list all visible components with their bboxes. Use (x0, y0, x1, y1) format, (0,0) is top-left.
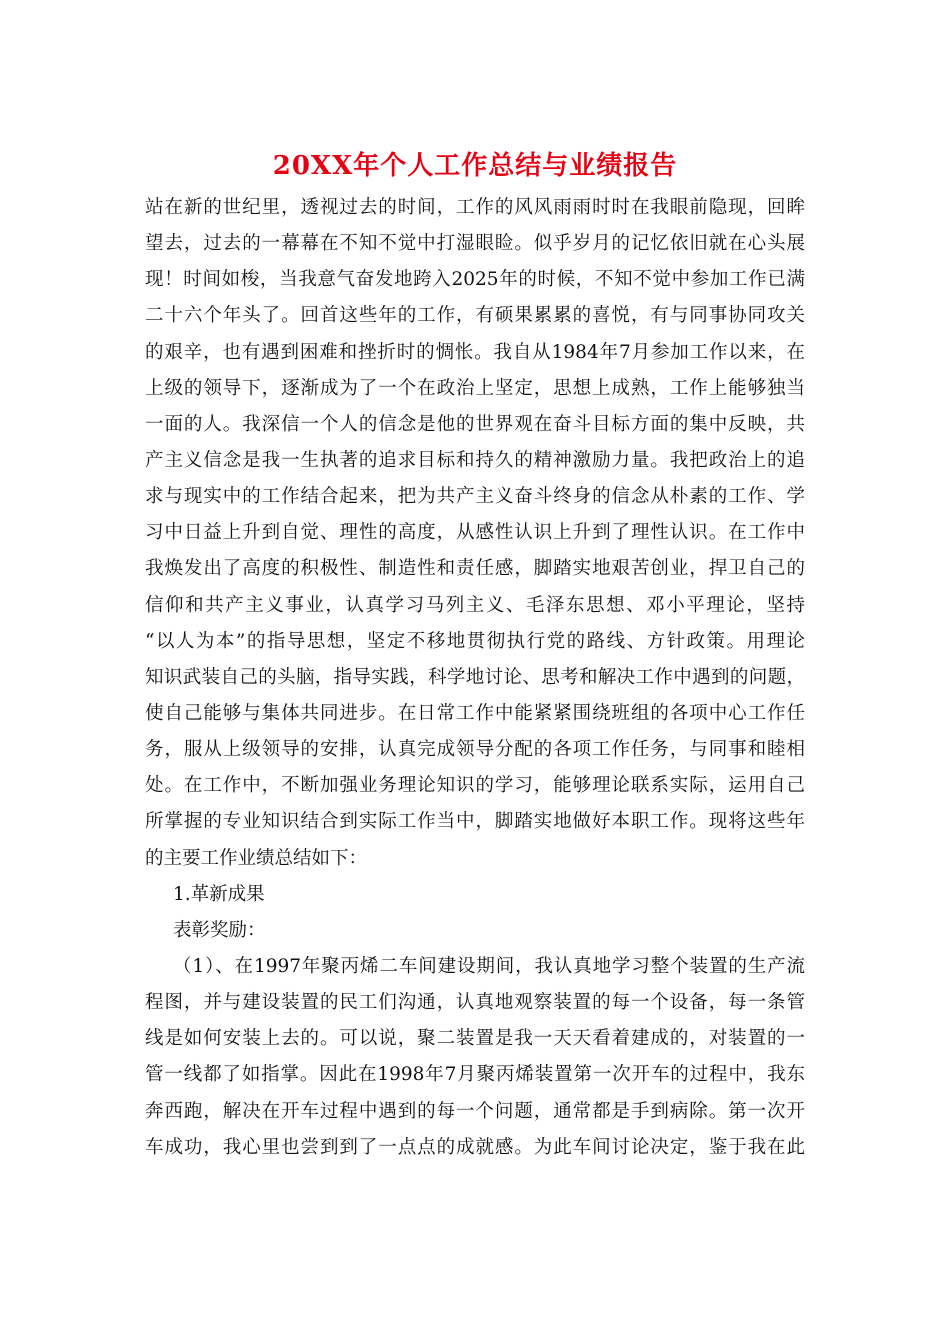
paragraph-line: 务，服从上级领导的安排，认真完成领导分配的各项工作任务，与同事和睦相 (145, 739, 805, 761)
paragraph-line: 现！时间如梭，当我意气奋发地跨入2025年的时候，不知不觉中参加工作已满 (145, 269, 805, 291)
paragraph-line: 我焕发出了高度的积极性、制造性和责任感，脚踏实地艰苦创业，捍卫自己的 (145, 558, 805, 580)
paragraph-line: 线是如何安装上去的。可以说，聚二装置是我一天天看着建成的，对装置的一 (145, 1028, 805, 1050)
paragraph-line: 习中日益上升到自觉、理性的高度，从感性认识上升到了理性认识。在工作中 (145, 522, 805, 544)
paragraph-line: 站在新的世纪里，透视过去的时间，工作的风风雨雨时时在我眼前隐现，回眸 (145, 197, 805, 218)
paragraph-line: （1）、在1997年聚丙烯二车间建设期间，我认真地学习整个装置的生产流 (173, 955, 805, 977)
paragraph-line: 使自己能够与集体共同进步。在日常工作中能紧紧围绕班组的各项中心工作任 (145, 702, 805, 724)
paragraph-line: 车成功，我心里也尝到到了一点点的成就感。为此车间讨论决定，鉴于我在此 (145, 1136, 805, 1158)
paragraph-line: 二十六个年头了。回首这些年的工作，有硕果累累的喜悦，有与同事协同攻关 (145, 305, 805, 327)
paragraph-line: 望去，过去的一幕幕在不知不觉中打湿眼睑。似乎岁月的记忆依旧就在心头展 (145, 233, 805, 255)
paragraph-line: 管一线都了如指掌。因此在1998年7月聚丙烯装置第一次开车的过程中，我东 (145, 1064, 805, 1086)
paragraph-line: 所掌握的专业知识结合到实际工作当中，脚踏实地做好本职工作。现将这些年 (145, 811, 805, 833)
paragraph-line: 上级的领导下，逐渐成为了一个在政治上坚定，思想上成熟，工作上能够独当 (145, 377, 805, 399)
paragraph-line: 产主义信念是我一生执著的追求目标和持久的精神激励力量。我把政治上的追 (145, 449, 805, 471)
paragraph-line: 的主要工作业绩总结如下： (145, 847, 368, 869)
section-heading: 1.革新成果 (173, 883, 265, 905)
paragraph-line: 的艰辛，也有遇到困难和挫折时的惆怅。我自从1984年7月参加工作以来，在 (145, 341, 805, 363)
paragraph-line: 信仰和共产主义事业，认真学习马列主义、毛泽东思想、邓小平理论，坚持 (145, 594, 805, 616)
document-body (145, 190, 805, 1166)
paragraph-line: 求与现实中的工作结合起来，把为共产主义奋斗终身的信念从朴素的工作、学 (145, 486, 805, 508)
paragraph-line: 程图，并与建设装置的民工们沟通，认真地观察装置的每一个设备，每一条管 (145, 992, 805, 1014)
document-title: 20XX年个人工作总结与业绩报告 (272, 151, 678, 181)
paragraph-line: 处。在工作中，不断加强业务理论知识的学习，能够理论联系实际，运用自己 (145, 775, 805, 797)
paragraph-line: 知识武装自己的头脑，指导实践，科学地讨论、思考和解决工作中遇到的问题， (145, 666, 805, 688)
paragraph-line: 一面的人。我深信一个人的信念是他的世界观在奋斗目标方面的集中反映，共 (145, 413, 805, 435)
subsection-heading: 表彰奖励： (173, 919, 266, 941)
paragraph-line: 奔西跑，解决在开车过程中遇到的每一个问题，通常都是手到病除。第一次开 (145, 1100, 805, 1122)
paragraph-line: “以人为本”的指导思想，坚定不移地贯彻执行党的路线、方针政策。用理论 (145, 630, 805, 652)
